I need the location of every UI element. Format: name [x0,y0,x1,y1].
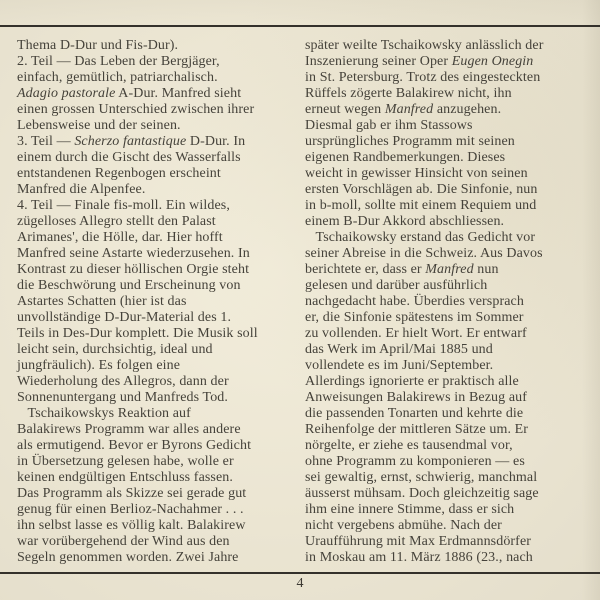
text-line: Tschaikowskys Reaktion auf [17,406,191,421]
bottom-rule [0,572,600,574]
text-line: Inszenierung seiner Oper Eugen Onegin [305,54,534,69]
text-line: war vorübergehend der Wind aus den [17,534,230,549]
text-line: Diesmal gab er ihm Stassows [305,118,473,133]
text-line: Manfred seine Astarte wiederzusehen. In [17,246,250,261]
text-line: in Moskau am 11. März 1886 (23., nach [305,550,533,565]
text-line: in b-moll, sollte mit einem Requiem und [305,198,537,213]
page-number: 4 [296,576,304,591]
text-line: nicht vergebens abmühe. Nach der [305,518,502,533]
top-rule [0,25,600,27]
text-line: erneut wegen Manfred anzugehen. [305,102,502,117]
text-line: Manfred die Alpenfee. [17,182,146,197]
text-line: jungfräulich). Es folgen eine [17,358,181,373]
text-line: vollendete es im Juni/September. [305,358,494,373]
text-line: Das Programm als Skizze sei gerade gut [17,486,247,501]
text-line: nachgedacht habe. Überdies versprach [305,294,524,309]
text-line: Lebensweise und der seinen. [17,118,181,133]
text-line: ihn selbst lasse es völlig kalt. Balakirew [17,518,246,533]
text-line: ursprüngliches Programm mit seinen [305,134,515,149]
text-line: Reihenfolge der mittleren Sätze um. Er [305,422,529,437]
text-line: genug für einen Berlioz-Nachahmer . . . [17,502,244,517]
text-line: in Übersetzung gelesen habe, wolle er [17,454,234,469]
text-line: keinen endgültigen Entschluss fassen. [17,470,233,485]
text-line: Arimanes', die Hölle, dar. Hier hofft [17,230,223,245]
text-line: ihm eine innere Stimme, dass er sich [305,502,515,517]
text-line: die passenden Tonarten und kehrte die [305,406,524,421]
text-line: entstandenen Regenbogen erscheint [17,166,221,181]
text-line: 4. Teil — Finale fis-moll. Ein wildes, [17,198,230,213]
text-line: berichtete er, dass er Manfred nun [305,262,499,277]
text-line: zügelloses Allegro stellt den Palast [17,214,216,229]
text-line: gelesen und darüber ausführlich [305,278,488,293]
text-line: seiner Abreise in die Schweiz. Aus Davos [305,246,543,261]
text-line: die Beschwörung und Erscheinung von [17,278,241,293]
text-line: Thema D-Dur und Fis-Dur). [17,38,179,53]
text-line: Rüffels zögerte Balakirew nicht, ihn [305,86,512,101]
text-line: weicht in gewisser Hinsicht von seinen [305,166,528,181]
text-line: ersten Vorschlägen ab. Die Sinfonie, nun [305,182,538,197]
text-line: Wiederholung des Allegros, dann der [17,374,229,389]
text-line: Anweisungen Balakirews in Bezug auf [305,390,527,405]
text-line: Allerdings ignorierte er praktisch alle [305,374,519,389]
text-line: Segeln genommen worden. Zwei Jahre [17,550,239,565]
text-line: später weilte Tschaikowsky anlässlich der [305,38,544,53]
text-line: er, die Sinfonie spätestens im Sommer [305,310,524,325]
text-line: in St. Petersburg. Trotz des eingesteckten [305,70,541,85]
text-line: Balakirews Programm war alles andere [17,422,241,437]
text-line: zu vollenden. Er hielt Wort. Er entwarf [305,326,527,341]
text-line: einem durch die Gischt des Wasserfalls [17,150,241,165]
right-text-column [305,38,595,566]
text-line: Adagio pastorale A-Dur. Manfred sieht [17,86,242,101]
text-line: das Werk im April/Mai 1885 und [305,342,493,357]
text-line: einfach, gemütlich, patriarchalisch. [17,70,218,85]
text-line: als ermutigend. Bevor er Byrons Gedicht [17,438,252,453]
text-line: Uraufführung mit Max Erdmannsdörfer [305,534,532,549]
text-line: 3. Teil — Scherzo fantastique D-Dur. In [17,134,246,149]
text-line: Tschaikowsky erstand das Gedicht vor [305,230,536,245]
text-line: sei gewaltig, ernst, schwierig, manchmal [305,470,538,485]
text-line: nörgelte, er ziehe es tausendmal vor, [305,438,513,453]
text-line: unvollständige D-Dur-Material des 1. [17,310,232,325]
text-line: einem B-Dur Akkord abschliessen. [305,214,505,229]
text-line: leicht sein, durchsichtig, ideal und [17,342,213,357]
text-line: Teils in Des-Dur komplett. Die Musik soll [17,326,258,341]
text-line: ohne Programm zu komponieren — es [305,454,525,469]
text-line: 2. Teil — Das Leben der Bergjäger, [17,54,220,69]
text-line: Sonnenuntergang und Manfreds Tod. [17,390,228,405]
text-line: äusserst mühsam. Doch gleichzeitig sage [305,486,539,501]
text-line: Kontrast zu dieser höllischen Orgie steht [17,262,250,277]
text-line: einen grossen Unterschied zwischen ihrer [17,102,255,117]
left-text-column [17,38,307,566]
text-line: Astartes Schatten (hier ist das [17,294,187,309]
text-line: eigenen Randbemerkungen. Dieses [305,150,506,165]
